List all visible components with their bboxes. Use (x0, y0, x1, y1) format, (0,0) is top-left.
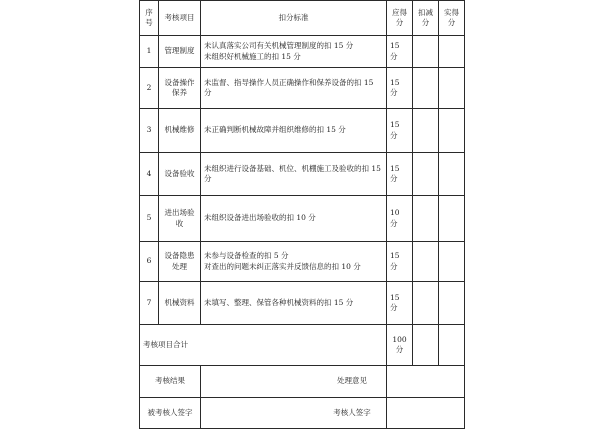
result-label: 考核结果 (140, 366, 201, 398)
header-actual-points: 实得 分 (439, 1, 465, 36)
row-criteria: 未组织进行设备基础、机位、机棚施工及验收的扣 15 分 (201, 153, 387, 196)
row-item: 管理制度 (159, 36, 201, 68)
row-item: 设备操作 保养 (159, 68, 201, 109)
row-deduct-cell[interactable] (413, 196, 439, 242)
row-points: 15 分 (387, 68, 413, 109)
signature-row (140, 398, 465, 429)
table-row (140, 282, 465, 325)
row-number: 5 (140, 196, 159, 242)
row-points: 15 分 (387, 36, 413, 68)
row-points: 15 分 (387, 282, 413, 325)
row-deduct-cell[interactable] (413, 242, 439, 282)
total-label: 考核项目合计 (140, 325, 387, 366)
row-criteria: 未组织设备进出场验收的扣 10 分 (201, 196, 387, 242)
header-criteria: 扣分标准 (201, 1, 387, 36)
row-number: 1 (140, 36, 159, 68)
total-points: 100 分 (387, 325, 413, 366)
total-deduct-cell[interactable] (413, 325, 439, 366)
row-actual-cell[interactable] (439, 109, 465, 153)
row-actual-cell[interactable] (439, 196, 465, 242)
opinion-label-cell (201, 366, 387, 398)
header-item: 考核项目 (159, 1, 201, 36)
table-row (140, 68, 465, 109)
row-criteria: 未参与设备检查的扣 5 分 对查出的问题未纠正落实并反馈信息的扣 10 分 (201, 242, 387, 282)
result-row (140, 366, 465, 398)
header-seq: 序 号 (140, 1, 159, 36)
row-criteria: 未认真落实公司有关机械管理制度的扣 15 分 未组织好机械施工的扣 15 分 (201, 36, 387, 68)
header-should-points: 应得 分 (387, 1, 413, 36)
opinion-value[interactable] (387, 366, 465, 398)
row-item: 设备隐患 处理 (159, 242, 201, 282)
row-criteria: 未监督、指导操作人员正确操作和保养设备的扣 15 分 (201, 68, 387, 109)
row-actual-cell[interactable] (439, 36, 465, 68)
row-criteria: 未填写、整理、保管各种机械资料的扣 15 分 (201, 282, 387, 325)
header-row (140, 1, 465, 36)
row-actual-cell[interactable] (439, 242, 465, 282)
row-deduct-cell[interactable] (413, 153, 439, 196)
table-row (140, 242, 465, 282)
assessor-label-cell (201, 398, 387, 429)
row-deduct-cell[interactable] (413, 68, 439, 109)
row-item: 机械资料 (159, 282, 201, 325)
assessment-table (139, 0, 465, 429)
assessor-signature-label: 考核人签字 (333, 407, 371, 417)
row-criteria: 未正确判断机械故障并组织维修的扣 15 分 (201, 109, 387, 153)
opinion-label: 处理意见 (337, 376, 367, 386)
row-points: 15 分 (387, 153, 413, 196)
row-item: 进出场验 收 (159, 196, 201, 242)
row-item: 机械维修 (159, 109, 201, 153)
row-number: 7 (140, 282, 159, 325)
row-number: 4 (140, 153, 159, 196)
row-number: 2 (140, 68, 159, 109)
row-actual-cell[interactable] (439, 282, 465, 325)
table-row (140, 36, 465, 68)
assessor-signature-value[interactable] (387, 398, 465, 429)
row-deduct-cell[interactable] (413, 109, 439, 153)
header-deduct-points: 扣减 分 (413, 1, 439, 36)
row-points: 15 分 (387, 242, 413, 282)
row-deduct-cell[interactable] (413, 282, 439, 325)
total-row (140, 325, 465, 366)
row-item: 设备验收 (159, 153, 201, 196)
row-number: 3 (140, 109, 159, 153)
table-row (140, 153, 465, 196)
row-points: 10 分 (387, 196, 413, 242)
table-row (140, 196, 465, 242)
row-number: 6 (140, 242, 159, 282)
row-actual-cell[interactable] (439, 68, 465, 109)
row-actual-cell[interactable] (439, 153, 465, 196)
row-deduct-cell[interactable] (413, 36, 439, 68)
total-actual-cell[interactable] (439, 325, 465, 366)
row-points: 15 分 (387, 109, 413, 153)
assessee-signature-label: 被考核人签字 (140, 398, 201, 429)
table-row (140, 109, 465, 153)
